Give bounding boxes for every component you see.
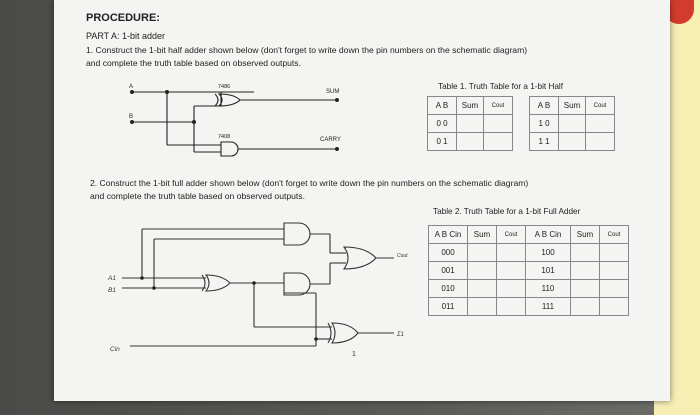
- cout-cell[interactable]: [497, 244, 526, 262]
- sum-cell[interactable]: [571, 298, 600, 316]
- label-b1: B1: [108, 287, 116, 294]
- sum-cell[interactable]: [571, 262, 600, 280]
- header-cell: Sum: [559, 97, 586, 115]
- cout-cell[interactable]: [497, 280, 526, 298]
- input-cell: 110: [526, 280, 571, 298]
- header-cell: A B: [428, 97, 457, 115]
- input-cell: 1 1: [530, 133, 559, 151]
- cout-cell[interactable]: [586, 133, 615, 151]
- cout-cell[interactable]: [600, 244, 629, 262]
- cout-cell[interactable]: [497, 298, 526, 316]
- header-cell: A B Cin: [526, 226, 571, 244]
- cout-cell[interactable]: [600, 262, 629, 280]
- cout-cell[interactable]: [600, 298, 629, 316]
- step1-line1: 1. Construct the 1-bit half adder shown below (don't forget to write down the pin numbers on the schematic diagram): [86, 45, 528, 55]
- sum-cell[interactable]: [559, 133, 586, 151]
- part-a-heading: PART A: 1-bit adder: [86, 31, 166, 41]
- cout-cell[interactable]: [484, 133, 513, 151]
- half-adder-schematic: [94, 82, 364, 162]
- label-b: B: [129, 114, 134, 120]
- sum-cell[interactable]: [571, 244, 600, 262]
- label-a1: A1: [108, 275, 116, 282]
- label-a: A: [129, 84, 134, 90]
- sum-cell[interactable]: [468, 262, 497, 280]
- sum-cell[interactable]: [457, 115, 484, 133]
- input-cell: 111: [526, 298, 571, 316]
- label-cin: Cin: [110, 346, 120, 353]
- table-header-row: [428, 97, 615, 115]
- table-header-row: [429, 226, 629, 244]
- input-cell: 0 0: [428, 115, 457, 133]
- table-row: [428, 115, 615, 133]
- cout-cell[interactable]: [484, 115, 513, 133]
- full-adder-schematic: [94, 215, 434, 365]
- input-cell: 1 0: [530, 115, 559, 133]
- table-row: [429, 262, 629, 280]
- header-cell: Cout: [600, 226, 629, 244]
- sum-cell[interactable]: [468, 280, 497, 298]
- table-row: [429, 244, 629, 262]
- sum-cell[interactable]: [457, 133, 484, 151]
- carry-output-label: CARRY: [320, 137, 341, 143]
- table2: [428, 225, 629, 316]
- step1-line2: and complete the truth table based on observed outputs.: [86, 58, 301, 68]
- table1: [427, 96, 615, 151]
- table-row: [429, 280, 629, 298]
- step2-line2: and complete the truth table based on observed outputs.: [90, 191, 305, 201]
- input-cell: 001: [429, 262, 468, 280]
- chip-and-label: 7408: [218, 134, 231, 140]
- step1-instructions: [86, 44, 527, 70]
- step2-instructions: [90, 177, 528, 203]
- procedure-heading: PROCEDURE:: [86, 12, 160, 24]
- input-cell: 010: [429, 280, 468, 298]
- header-cell: A B Cin: [429, 226, 468, 244]
- header-cell: Sum: [468, 226, 497, 244]
- page-mark: 1: [352, 351, 356, 358]
- header-cell: Sum: [457, 97, 484, 115]
- header-cell: Cout: [484, 97, 513, 115]
- header-cell: A B: [530, 97, 559, 115]
- sum-cell[interactable]: [559, 115, 586, 133]
- table1-caption: Table 1. Truth Table for a 1-bit Half: [438, 82, 563, 91]
- cout-cell[interactable]: [497, 262, 526, 280]
- header-cell: Cout: [586, 97, 615, 115]
- input-cell: 101: [526, 262, 571, 280]
- input-cell: 000: [429, 244, 468, 262]
- header-cell: Sum: [571, 226, 600, 244]
- input-cell: 100: [526, 244, 571, 262]
- table-row: [429, 298, 629, 316]
- input-cell: 0 1: [428, 133, 457, 151]
- table2-caption: Table 2. Truth Table for a 1-bit Full Adder: [433, 207, 581, 216]
- table-row: [428, 133, 615, 151]
- header-cell: Cout: [497, 226, 526, 244]
- worksheet-page: [54, 0, 670, 401]
- chip-xor-label: 7486: [218, 84, 231, 90]
- sum-cell[interactable]: [468, 244, 497, 262]
- cout-cell[interactable]: [600, 280, 629, 298]
- sum-cell[interactable]: [468, 298, 497, 316]
- sum-output-label: Σ1: [397, 332, 404, 338]
- sum-cell[interactable]: [571, 280, 600, 298]
- sum-output-label: SUM: [326, 89, 340, 95]
- cout-cell[interactable]: [586, 115, 615, 133]
- cout-output-label: Cout: [397, 253, 408, 259]
- input-cell: 011: [429, 298, 468, 316]
- step2-line1: 2. Construct the 1-bit full adder shown below (don't forget to write down the pin numbers on the schematic diagram): [90, 178, 529, 188]
